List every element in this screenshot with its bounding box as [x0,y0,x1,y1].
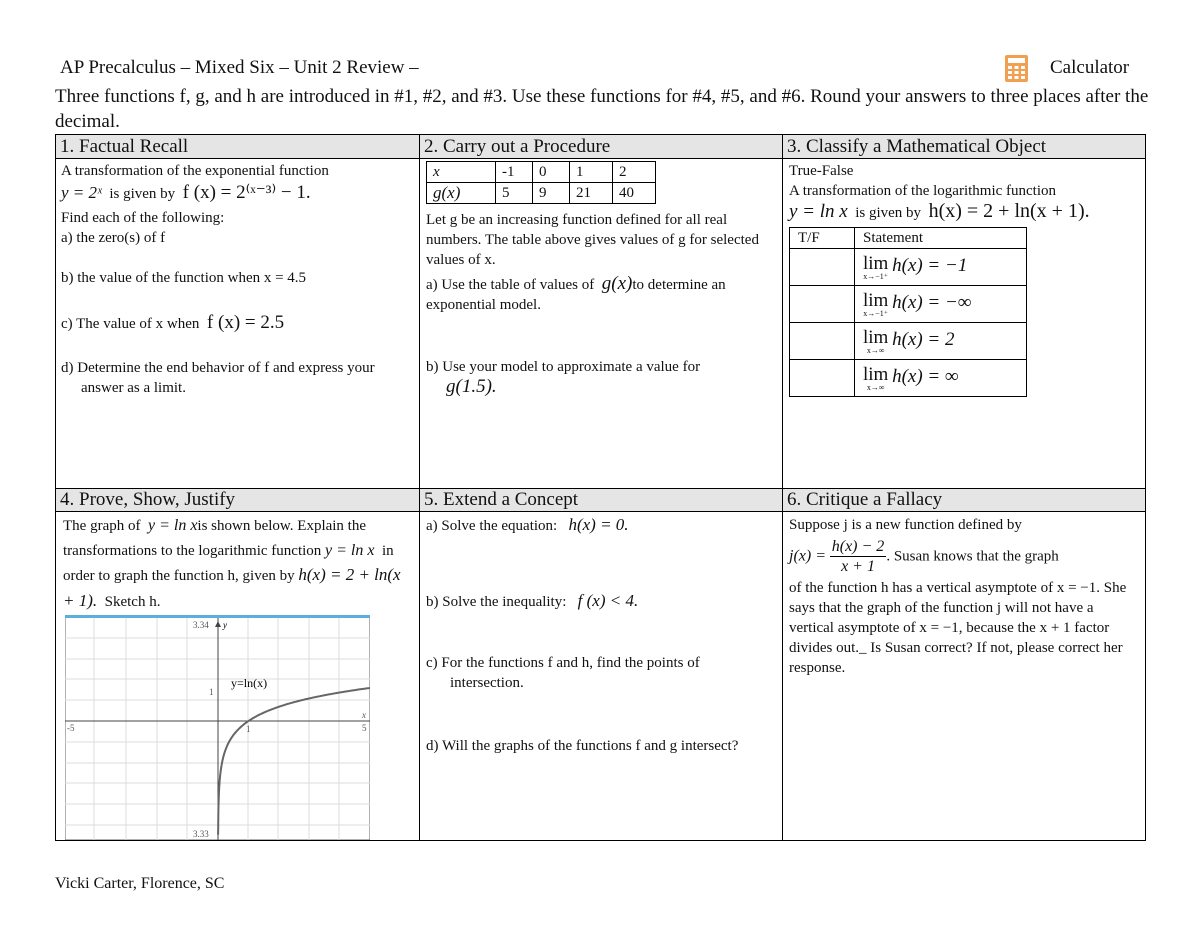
table-row [427,183,656,204]
cell1-heading: 1. Factual Recall [60,136,189,157]
table-cell: 9 [533,183,570,204]
statement-expr: h(x) = −1 [892,254,968,276]
x-axis-label: x [362,710,366,720]
cell2-heading: 2. Carry out a Procedure [424,136,611,157]
c2-a-post: to determine an exponential model. [426,277,726,313]
y-axis-label: y [223,620,227,630]
cell6-body [789,515,1139,678]
lim-label: lim [863,252,889,274]
ymin-label: 3.33 [193,829,209,839]
c6-j-num: h(x) − 2 [831,538,885,555]
table-cell: 5 [496,183,533,204]
table-row [790,249,1027,286]
tf-col-header: T/F [790,228,855,249]
c6-j-lhs: j(x) = [789,547,826,565]
c3-y-eq: y = ln x [789,201,848,222]
c1-part-c: c) The value of x when [61,316,200,332]
c1-f-eq: f (x) = 2⁽ˣ⁻³⁾ − 1. [182,182,311,203]
c6-after-frac: . Susan knows that the graph [886,548,1059,565]
c5-part-d: d) Will the graphs of the functions f and g intersect? [426,738,739,754]
c3-lead: A transformation of the logarithmic function [789,183,1057,199]
cell3-body [789,161,1139,397]
statement-expr: h(x) = 2 [892,328,955,350]
table-cell: 0 [533,162,570,183]
xmax-label: 5 [362,723,367,733]
c3-h-eq: h(x) = 2 + ln(x + 1). [928,200,1090,222]
cell5-body [426,515,776,756]
lim-label: lim [863,326,889,348]
c3-true-false: True-False [789,163,854,179]
c4-text4: Sketch h. [104,593,161,610]
one-x-label: 1 [246,724,251,734]
table-row [427,162,656,183]
c4-eq2: y = ln x [325,541,375,559]
one-y-label: 1 [209,687,214,697]
table-row [790,228,1027,249]
cell3-heading: 3. Classify a Mathematical Object [787,136,1047,157]
tf-answer-cell[interactable] [790,249,855,286]
c3-given-by: is given by [855,205,922,221]
intro-text: Three functions f, g, and h are introduced in #1, #2, and #3. Use these functions for #4, #5, and #6. Round your answers to three places after the decimal. [55,86,1149,132]
statement-expr: h(x) = ∞ [892,365,959,387]
table-cell: 2 [613,162,656,183]
c2-a-eq: g(x) [601,273,633,294]
true-false-table [789,227,1027,397]
c1-part-b: b) the value of the function when x = 4.5 [61,270,307,286]
table-x-label: x [427,162,496,183]
c6-line1: Suppose j is a new function defined by [789,517,1022,533]
footer-author: Vicki Carter, Florence, SC [55,875,225,892]
calculator-label[interactable]: Calculator [1050,57,1130,78]
c2-description: Let g be an increasing function defined for all real numbers. The table above gives values of g for selected values of x. [426,212,759,268]
c5-b-eq: f (x) < 4. [577,591,639,610]
c4-text1: The graph of [63,518,141,534]
c5-part-b: b) Solve the inequality: [426,594,567,610]
c1-c-eq: f (x) = 2.5 [206,312,285,333]
c1-find: Find each of the following: [61,210,225,226]
table-row [790,286,1027,323]
c1-lead: A transformation of the exponential function [61,163,329,179]
c1-y-eq: y = 2ˣ [61,183,102,202]
table-cell: 40 [613,183,656,204]
statement-col-header: Statement [855,228,1027,249]
lim-sub: x→∞ [866,382,885,392]
review-grid [55,134,1146,841]
tf-answer-cell[interactable] [790,360,855,397]
tf-answer-cell[interactable] [790,286,855,323]
lim-sub: x→∞ [866,345,885,355]
ymax-label: 3.34 [193,620,209,630]
lim-sub: x→−1⁺ [863,271,889,281]
lim-label: lim [863,289,889,311]
table-row [790,360,1027,397]
cell5-heading: 5. Extend a Concept [424,489,579,510]
c1-part-d: d) Determine the end behavior of f and express your answer as a limit. [61,360,375,396]
c5-part-c: c) For the functions f and h, find the points of intersection. [426,655,700,691]
page-title: AP Precalculus – Mixed Six – Unit 2 Review – [60,57,419,78]
curve-label: y=ln(x) [231,676,268,690]
c6-j-den: x + 1 [841,558,875,575]
c4-eq1: y = ln x [147,517,198,534]
c4-eq3: h(x) = 2 + ln(x + 1). [63,565,401,610]
calculator-icon[interactable] [1005,55,1028,82]
c4-text2: is shown below. Explain the transformations to the logarithmic function [63,518,367,559]
c4-text3: in order to graph the function h, given by [63,542,394,584]
c6-fraction [830,537,887,576]
table-cell: -1 [496,162,533,183]
cell4-body [63,514,413,614]
statement-expr: h(x) = −∞ [892,291,972,313]
c2-b-eq: g(1.5). [446,376,497,397]
tf-answer-cell[interactable] [790,323,855,360]
c1-part-a: a) the zero(s) of f [61,230,166,246]
c2-part-b: b) Use your model to approximate a value for [426,359,701,375]
c2-part-a: a) Use the table of values of [426,277,595,293]
ln-graph [65,615,370,840]
lim-sub: x→−1⁺ [863,308,889,318]
table-cell: 21 [570,183,613,204]
cell6-heading: 6. Critique a Fallacy [787,489,943,510]
c5-part-a: a) Solve the equation: [426,518,558,534]
c6-rest: of the function h has a vertical asymptote of x = −1. She says that the graph of the function j will not have a vertical asymptote of x = −1, because the x + 1 factor divides out._ Is Susan correct? If not, please correct her response. [789,580,1127,676]
table-g-label: g(x) [427,183,496,204]
table-row [790,323,1027,360]
cell1-body [61,161,413,398]
cell4-heading: 4. Prove, Show, Justify [60,489,236,510]
table-cell: 1 [570,162,613,183]
c1-given-by: is given by [109,186,176,202]
values-table [426,161,656,204]
cell2-body [426,161,776,397]
lim-label: lim [863,363,889,385]
xmin-label: -5 [67,723,75,733]
c5-a-eq: h(x) = 0. [568,515,629,534]
